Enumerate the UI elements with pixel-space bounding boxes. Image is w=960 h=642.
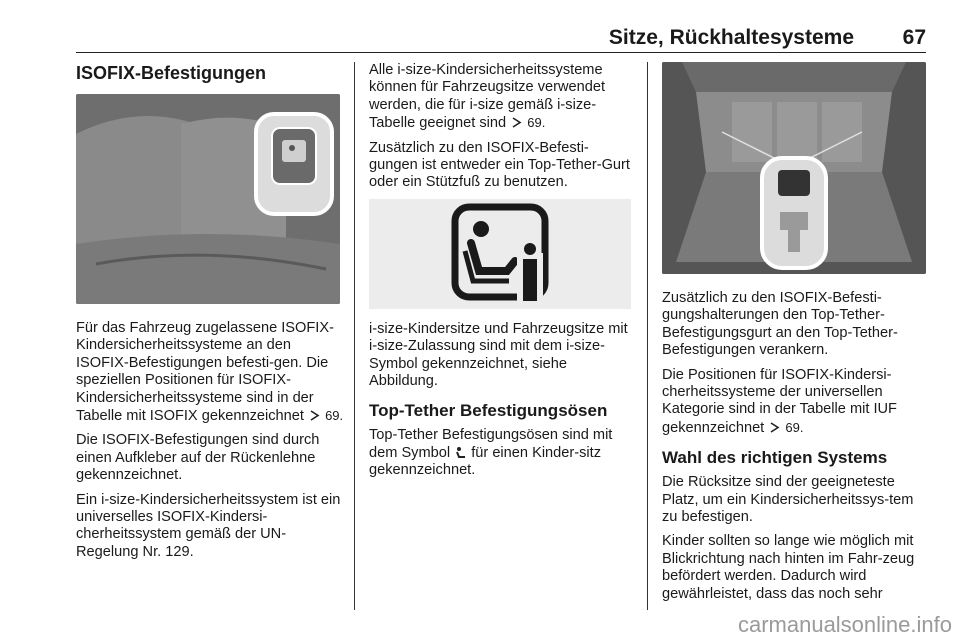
section-heading-top-tether: Top-Tether Befestigungsösen [369, 401, 608, 421]
column-2 [369, 62, 631, 487]
top-tether-paragraph-a: Top-Tether Befestigungsösen sind mit dem Symbol [369, 427, 613, 461]
isize-paragraph-2: Zusätzlich zu den ISOFIX-Befesti-gungen ist entweder ein Top-Tether-Gurt oder ein Stützfuß zu benutzen. [369, 139, 630, 191]
isize-symbol-icon [369, 199, 631, 309]
watermark: carmanualsonline.info [737, 612, 952, 637]
arrow-reference-icon [308, 409, 321, 422]
page-reference: 69. [785, 419, 804, 435]
isize-paragraph-3: i-size-Kindersitze und Fahrzeugsitze mit i-size-Zulassung sind mit dem i-size-Symbol gekennzeichnet, siehe Abbildung. [369, 320, 628, 390]
tether-paragraph-1: Zusätzlich zu den ISOFIX-Befesti-gungshalterungen den Top-Tether-Befestigungsgurt an den Top-Tether-Befestigungen verankern. [662, 290, 898, 359]
column-3 [662, 62, 926, 610]
top-tether-symbol-icon [454, 446, 467, 459]
column-divider-1 [354, 62, 355, 610]
isize-paragraph-1: Alle i-size-Kindersicherheitssysteme können für Fahrzeugsitze verwendet werden, die für i-size gemäß i-size-Tabelle geeignet sind [369, 62, 606, 132]
rear-seat-isofix-illustration [76, 94, 340, 304]
system-paragraph-2: Kinder sollten so lange wie möglich mit Blickrichtung nach hinten im Fahr-zeug befördert werden. Dadurch wird gewährleistet, dass das noch sehr [662, 533, 915, 602]
section-heading-isofix: ISOFIX-Befestigungen [76, 63, 267, 83]
isofix-paragraph-2: Die ISOFIX-Befestigungen sind durch einen Aufkleber auf der Rückenlehne gekennzeichnet. [76, 432, 320, 484]
isofix-paragraph-3: Ein i-size-Kindersicherheitssystem ist ein universelles ISOFIX-Kindersi-cherheitssystem gemäß der UN-Regelung Nr. 129. [76, 491, 341, 560]
page-header [76, 22, 926, 53]
page-number: 67 [902, 26, 926, 49]
top-tether-paragraph-b: für einen Kinder-sitz gekennzeichnet. [369, 444, 602, 479]
page-reference: 69. [325, 408, 344, 424]
arrow-reference-icon [510, 116, 523, 129]
arrow-reference-icon [768, 421, 781, 434]
system-paragraph-1: Die Rücksitze sind der geeigneteste Platz, um ein Kindersicherheitssys-tem zu befestigen. [662, 474, 914, 526]
column-1 [76, 62, 344, 568]
section-heading-system-choice: Wahl des richtigen Systems [662, 448, 888, 468]
tether-paragraph-2: Die Positionen für ISOFIX-Kindersi-cherheitssysteme der universellen Kategorie sind in der Tabelle mit IUF gekennzeichnet [662, 366, 897, 436]
isofix-paragraph-1: Für das Fahrzeug zugelassene ISOFIX-Kindersicherheitssysteme an den ISOFIX-Befestigungen befesti-gen. Die speziellen Positionen für ISOFIX-Kindersicherheitssysteme sind in der Tabelle mit ISOFIX gekennzeichnet [76, 320, 334, 425]
trunk-top-tether-illustration [662, 62, 926, 274]
chapter-title: Sitze, Rückhaltesysteme [608, 26, 854, 49]
column-divider-2 [647, 62, 648, 610]
page-reference: 69. [527, 115, 546, 131]
